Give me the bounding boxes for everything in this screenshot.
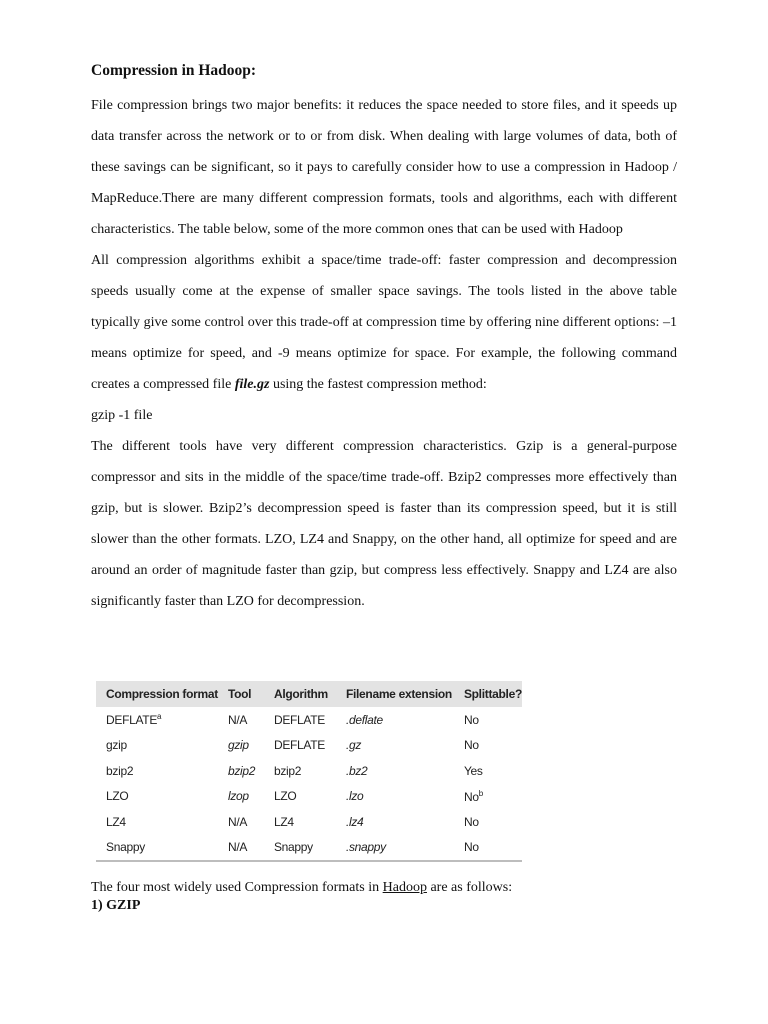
- cell-splittable-text: No: [463, 712, 479, 727]
- cell-extension: [336, 784, 454, 810]
- cell-splittable: [454, 784, 522, 810]
- cell-format: [96, 758, 218, 784]
- paragraph-tradeoff-text: All compression algorithms exhibit a space/time trade-off: faster compression and decompression speeds usually come at the expense of smaller space savings. The tools listed in the above table typically give some control over this trade-off at compression time by offering nine different options: –1 means optimize for speed, and -9 means optimize for space. For example, the following command creates a compressed file: [91, 253, 677, 392]
- formats-intro-text: The four most widely used Compression formats in: [91, 880, 383, 895]
- cell-splittable: [454, 809, 522, 835]
- paragraph-tradeoff: [91, 245, 677, 400]
- paragraph-characteristics: The different tools have very different compression characteristics. Gzip is a general-purpose compressor and sits in the middle of the space/time trade-off. Bzip2 compresses more effectively than gzip, but is slower. Bzip2’s decompression speed is faster than its compression speed, but it is still slower than the other formats. LZO, LZ4 and Snappy, on the other hand, all optimize for speed and are around an order of magnitude faster than gzip, but compress less effectively. Snappy and LZ4 are also significantly faster than LZO for decompression.: [91, 439, 677, 609]
- table-header-row: [96, 681, 522, 707]
- cell-tool-text: bzip2: [227, 763, 256, 778]
- cell-format: [96, 784, 218, 810]
- cell-format-text: bzip2: [106, 763, 134, 778]
- body-text: [91, 90, 677, 617]
- cell-tool: [218, 758, 264, 784]
- cell-splittable-text: No: [463, 840, 479, 855]
- cell-extension: [336, 809, 454, 835]
- cell-extension-text: .bz2: [345, 763, 368, 778]
- cell-extension-text: .deflate: [345, 712, 383, 727]
- table-row: [96, 707, 522, 733]
- cell-extension-text: .gz: [345, 738, 362, 753]
- cell-tool-text: N/A: [227, 840, 248, 855]
- cell-format: [96, 733, 218, 759]
- table-body: [96, 707, 522, 861]
- cell-tool: [218, 835, 264, 862]
- column-header: Tool: [218, 681, 264, 707]
- cell-splittable-text: No: [463, 814, 479, 829]
- cell-tool: [218, 733, 264, 759]
- column-header: Algorithm: [264, 681, 336, 707]
- command-example: gzip -1 file: [91, 408, 153, 423]
- cell-splittable: [454, 707, 522, 733]
- column-header: Filename extension: [336, 681, 454, 707]
- cell-extension-text: .snappy: [345, 840, 386, 855]
- cell-format: [96, 835, 218, 862]
- cell-splittable-text: No: [463, 738, 479, 753]
- cell-algorithm-text: Snappy: [273, 840, 313, 855]
- compression-table-image: [96, 668, 522, 862]
- compression-formats-table: [96, 681, 522, 862]
- table-row: [96, 809, 522, 835]
- cell-algorithm-text: LZ4: [273, 814, 294, 829]
- cell-splittable: [454, 733, 522, 759]
- footnote-marker: a: [157, 712, 162, 722]
- cell-extension-text: .lzo: [345, 789, 364, 804]
- cell-splittable-text: Yes: [463, 763, 483, 778]
- cell-format-text: LZ4: [106, 814, 126, 829]
- cell-tool-text: N/A: [227, 712, 248, 727]
- column-header: Splittable?: [454, 681, 522, 707]
- cell-format-text: gzip: [106, 738, 127, 753]
- cell-tool-text: gzip: [227, 738, 249, 753]
- cell-tool-text: N/A: [227, 814, 248, 829]
- cell-splittable: [454, 758, 522, 784]
- cell-splittable: [454, 835, 522, 862]
- hadoop-link[interactable]: Hadoop: [382, 880, 427, 895]
- cell-format-text: DEFLATE: [106, 713, 158, 728]
- page-title: Compression in Hadoop:: [91, 62, 257, 79]
- formats-intro-end: are as follows:: [426, 880, 513, 895]
- footnote-marker: b: [478, 788, 483, 798]
- table-row: [96, 733, 522, 759]
- cell-tool: [218, 809, 264, 835]
- cell-extension: [336, 707, 454, 733]
- cell-algorithm-text: bzip2: [273, 763, 302, 778]
- cell-algorithm: [264, 835, 336, 862]
- cell-algorithm-text: DEFLATE: [273, 738, 325, 753]
- cell-algorithm: [264, 758, 336, 784]
- cell-algorithm: [264, 707, 336, 733]
- cell-extension: [336, 835, 454, 862]
- paragraph-intro: File compression brings two major benefits: it reduces the space needed to store files, and it speeds up data transfer across the network or to or from disk. When dealing with large volumes of data, both of these savings can be significant, so it pays to carefully consider how to use a compression in Hadoop / MapReduce.There are many different compression formats, tools and algorithms, each with different characteristics. The table below, some of the more common ones that can be used with Hadoop: [91, 98, 677, 237]
- cell-extension: [336, 733, 454, 759]
- cell-format: [96, 809, 218, 835]
- cell-extension-text: .lz4: [345, 814, 364, 829]
- table-row: [96, 784, 522, 810]
- cell-tool: [218, 784, 264, 810]
- section-heading-gzip: 1) GZIP: [91, 898, 141, 913]
- cell-format-text: LZO: [106, 789, 129, 804]
- column-header: Compression format: [96, 681, 218, 707]
- cell-tool: [218, 707, 264, 733]
- cell-algorithm: [264, 733, 336, 759]
- cell-algorithm-text: LZO: [273, 789, 297, 804]
- cell-extension: [336, 758, 454, 784]
- cell-format-text: Snappy: [106, 840, 145, 855]
- paragraph-tradeoff-end: using the fastest compression method:: [269, 377, 487, 392]
- formats-intro: [91, 880, 512, 896]
- cell-splittable-text: No: [463, 789, 479, 804]
- table-row: [96, 835, 522, 862]
- cell-algorithm: [264, 809, 336, 835]
- cell-tool-text: lzop: [227, 789, 249, 804]
- cell-format: [96, 707, 218, 733]
- cell-algorithm: [264, 784, 336, 810]
- table-row: [96, 758, 522, 784]
- cell-algorithm-text: DEFLATE: [273, 712, 325, 727]
- filename-example: file.gz: [234, 377, 270, 392]
